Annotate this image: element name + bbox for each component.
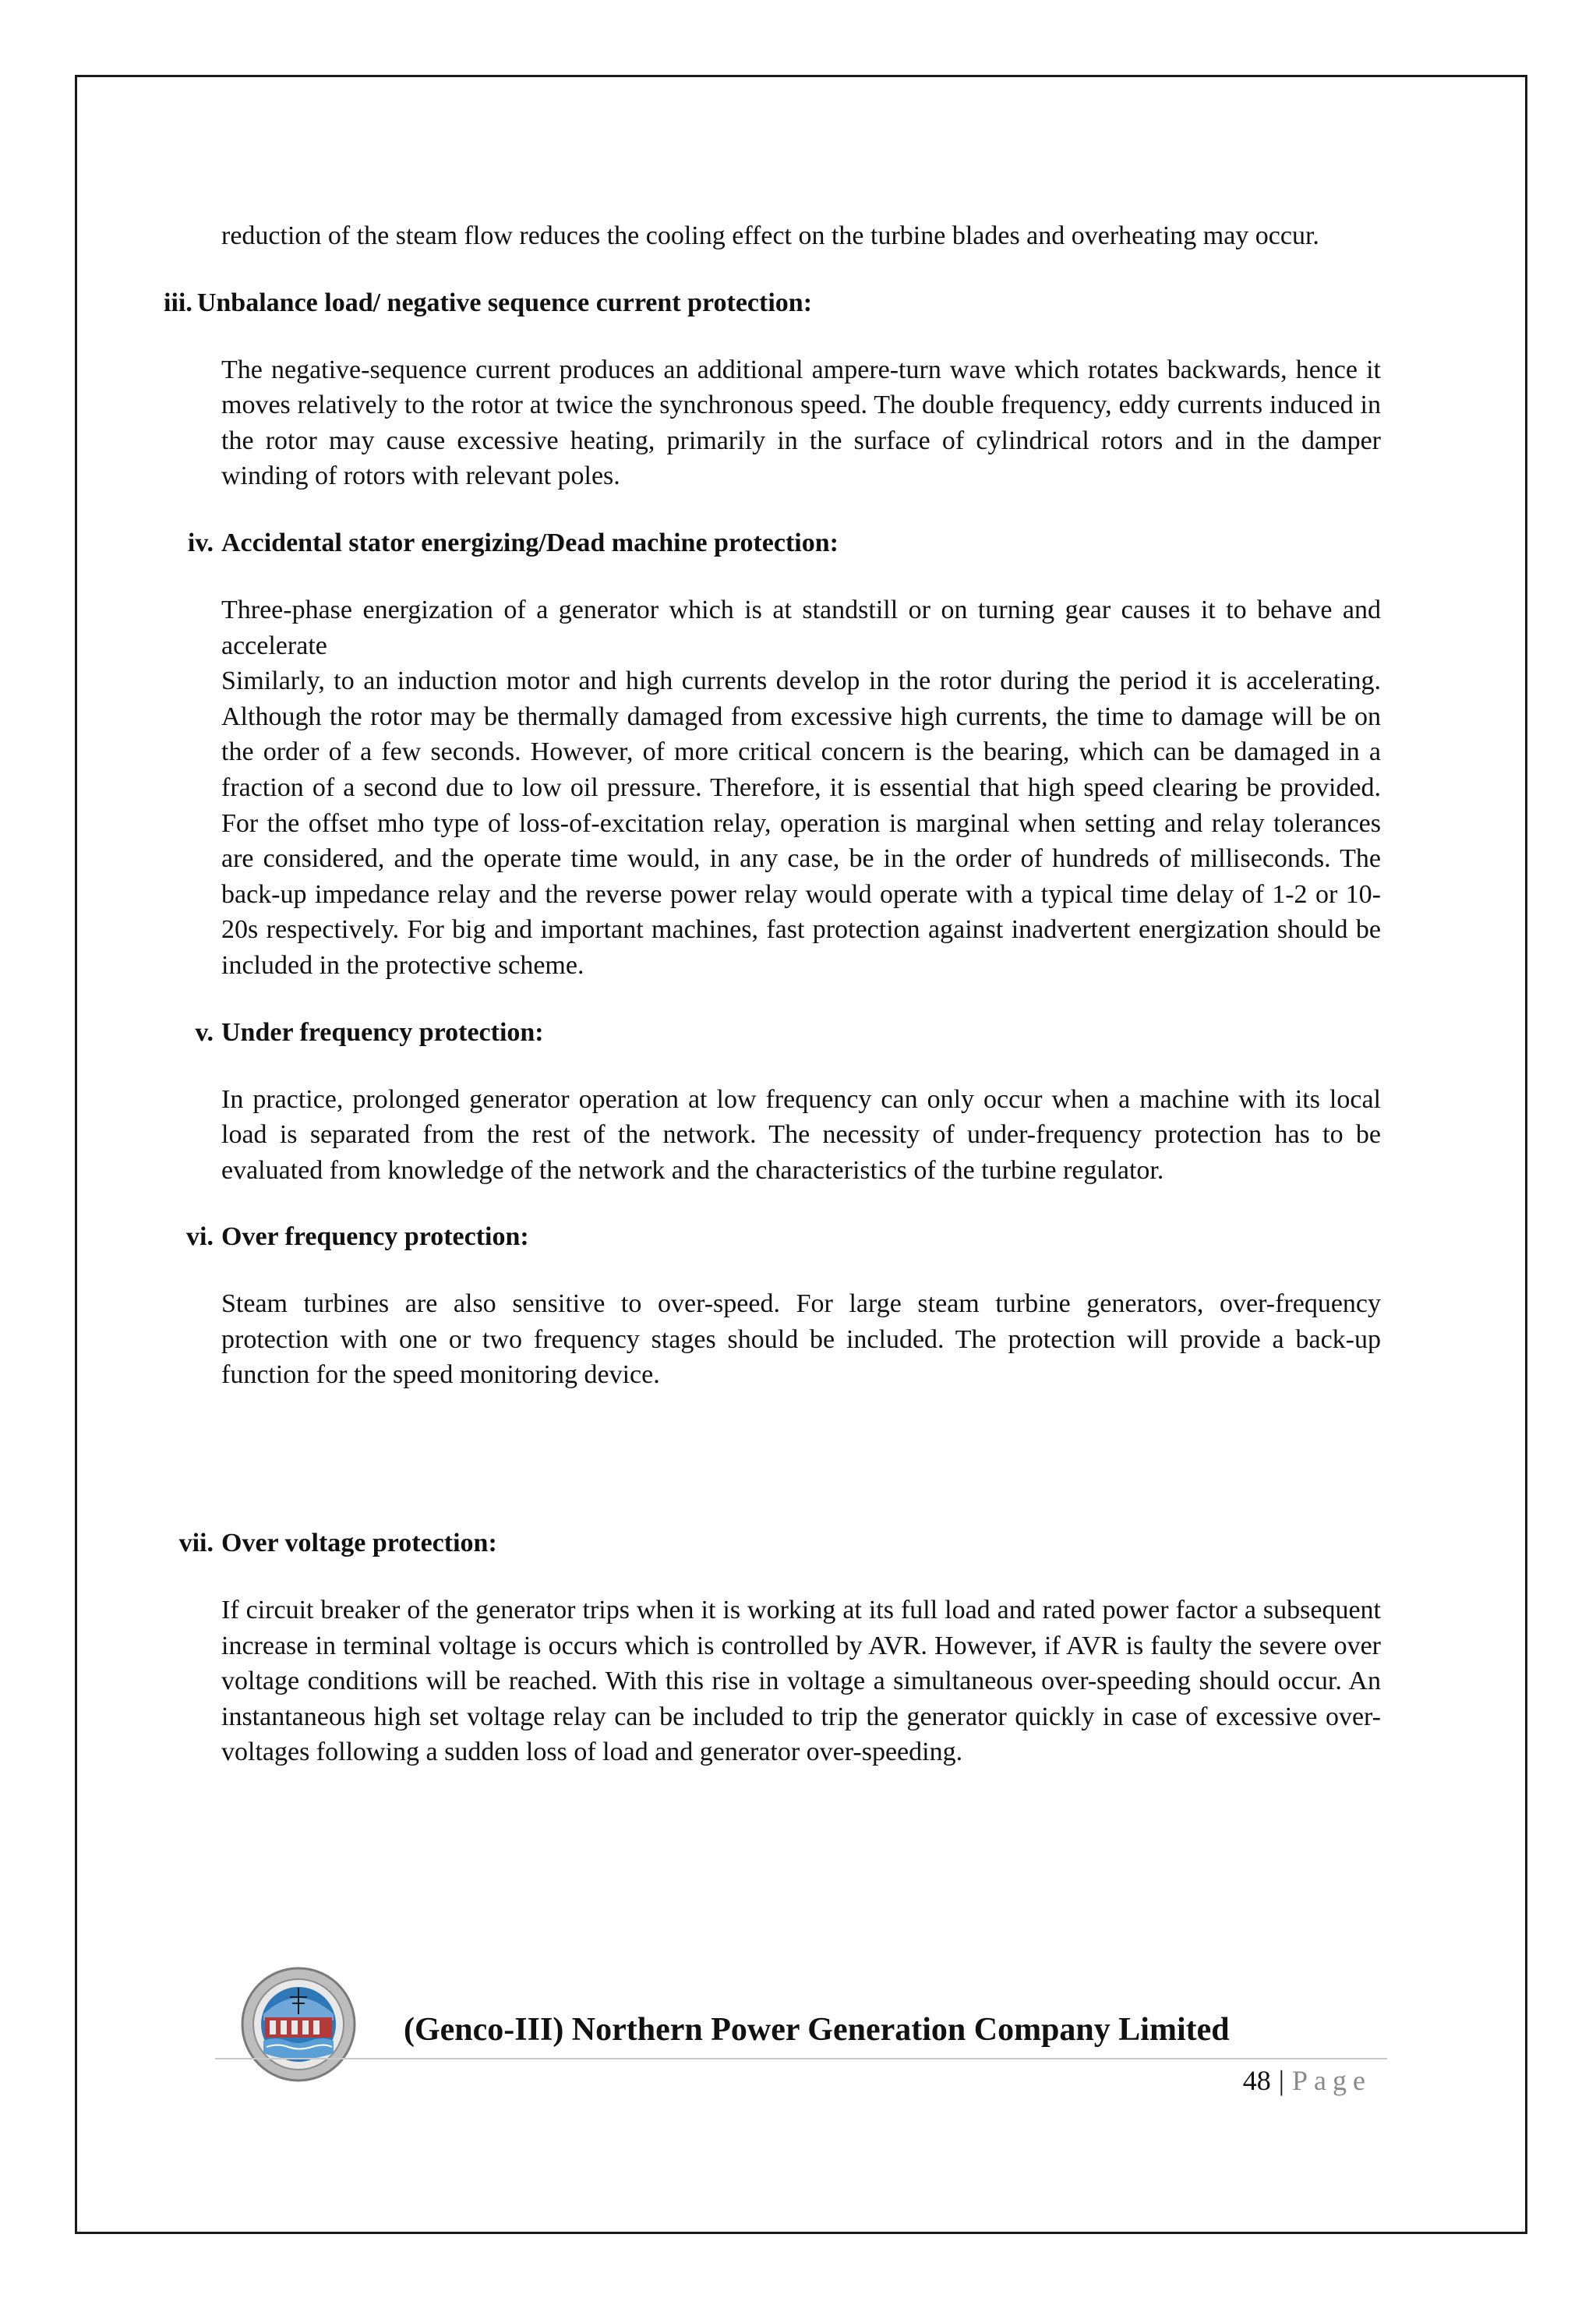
- section-number: v.: [195, 1017, 214, 1047]
- page-separator: |: [1278, 2065, 1285, 2096]
- intro-paragraph: reduction of the steam flow reduces the cooling effect on the turbine blades and overheating may occur.: [221, 221, 1319, 250]
- section-title: Unbalance load/ negative sequence current protection:: [196, 288, 813, 317]
- section-heading-v: [164, 1015, 1381, 1051]
- section-paragraph: In practice, prolonged generator operation at low frequency can only occur when a machine with its local load is separated from the rest of the network. The necessity of under-frequency protection has to be evaluated from knowledge of the network and the characteristics of the turbine regulator.: [221, 1084, 1381, 1185]
- company-seal-logo-icon: [240, 1966, 357, 2083]
- section-number: iii.: [164, 288, 192, 317]
- section-title: Accidental stator energizing/Dead machine protection:: [221, 528, 839, 557]
- section-number: iv.: [187, 528, 214, 557]
- spacer: [164, 1393, 1381, 1494]
- section-number: vi.: [186, 1222, 214, 1252]
- section-title: Over voltage protection:: [221, 1529, 497, 1558]
- document-body: [164, 218, 1381, 1770]
- section-paragraph: Steam turbines are also sensitive to over-speed. For large steam turbine generators, over-frequency protection with one or two frequency stages should be included. The protection will provide a back-up function for the speed monitoring device.: [221, 1289, 1381, 1390]
- section-title: Over frequency protection:: [221, 1222, 529, 1252]
- section-paragraph: Three-phase energization of a generator which is at standstill or on turning gear causes it to behave and accelerate: [221, 595, 1381, 660]
- section-heading-vii: [164, 1525, 1381, 1561]
- page-number: [1243, 2063, 1372, 2098]
- footer-company-name: (Genco-III) Northern Power Generation Company Limited: [404, 2012, 1230, 2048]
- section-heading-vi: [164, 1219, 1381, 1255]
- section-number: vii.: [178, 1529, 214, 1558]
- section-heading-iii: [164, 285, 1381, 321]
- section-title: Under frequency protection:: [221, 1017, 544, 1047]
- section-paragraph: If circuit breaker of the generator trips when it is working at its full load and rated power factor a subsequent increase in terminal voltage is occurs which is controlled by AVR. However, if AVR is faulty the severe over voltage conditions will be reached. With this rise in voltage a simultaneous over-speeding should occur. An instantaneous high set voltage relay can be included to trip the generator quickly in case of excessive over-voltages following a sudden loss of load and generator over-speeding.: [221, 1596, 1381, 1767]
- footer-divider: [215, 2058, 1387, 2059]
- section-paragraph: Similarly, to an induction motor and high currents develop in the rotor during the period it is accelerating. Although the rotor may be thermally damaged from excessive high currents, the time to damage will be on the order of a few seconds. However, of more critical concern is the bearing, which can be damaged in a fraction of a second due to low oil pressure. Therefore, it is essential that high speed clearing be provided. For the offset mho type of loss-of-excitation relay, operation is marginal when setting and relay tolerances are considered, and the operate time would, in any case, be in the order of hundreds of milliseconds. The back-up impedance relay and the reverse power relay would operate with a typical time delay of 1-2 or 10-20s respectively. For big and important machines, fast protection against inadvertent energization should be included in the protective scheme.: [221, 666, 1381, 980]
- section-heading-iv: [164, 525, 1381, 561]
- page-number-value: 48: [1242, 2065, 1271, 2096]
- page-label: Page: [1292, 2065, 1372, 2096]
- section-paragraph: The negative-sequence current produces an additional ampere-turn wave which rotates backwards, hence it moves relatively to the rotor at twice the synchronous speed. The double frequency, eddy currents induced in the rotor may cause excessive heating, primarily in the surface of cylindrical rotors and in the damper winding of rotors with relevant poles.: [221, 355, 1381, 491]
